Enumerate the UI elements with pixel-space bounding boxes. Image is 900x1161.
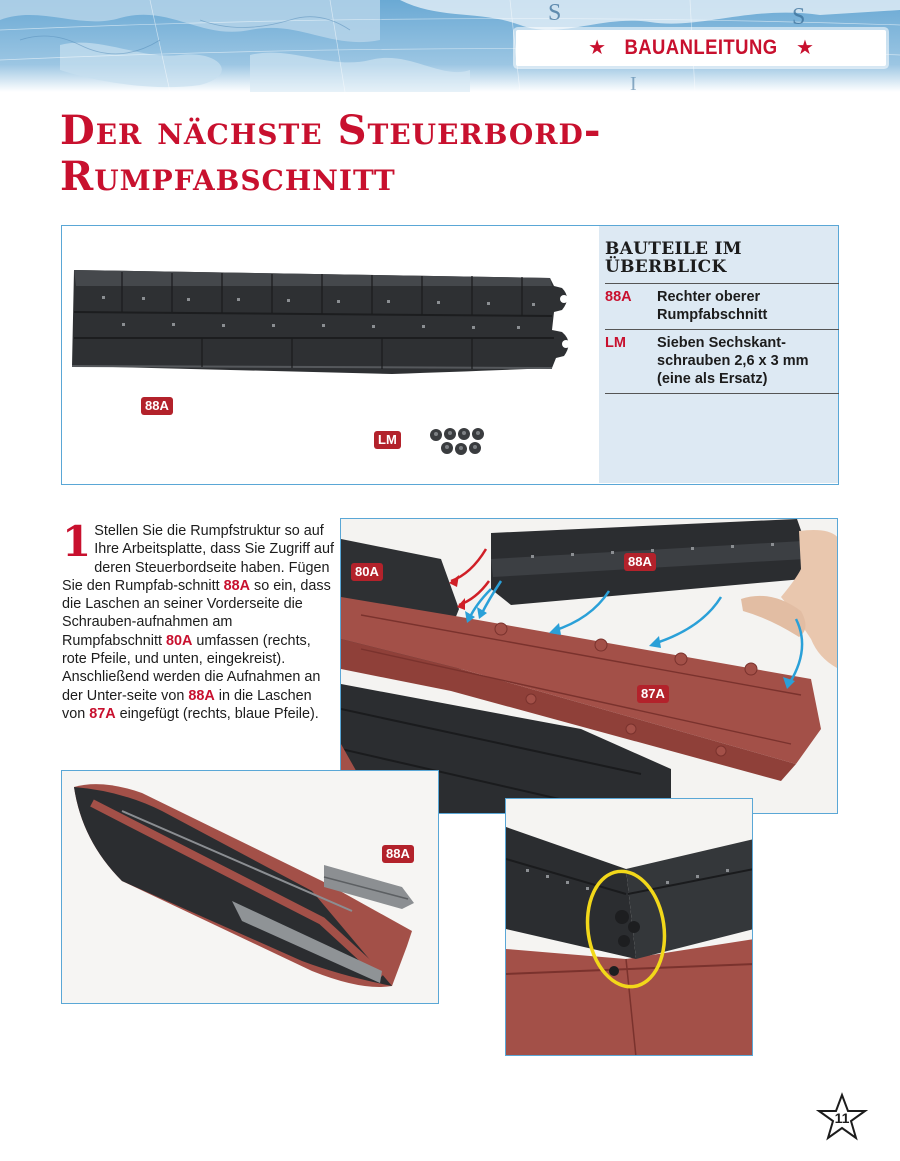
star-icon: ★ <box>588 37 606 59</box>
part-reference: 87A <box>89 705 116 722</box>
divider <box>605 329 839 330</box>
page-number: 11 <box>834 1110 850 1126</box>
part-label-lm: LM <box>374 431 401 449</box>
parts-overview-box <box>61 225 839 485</box>
step-text: in die Laschen von <box>62 687 312 722</box>
part-label-80a: 80A <box>351 563 383 581</box>
map-letter: S <box>548 0 562 26</box>
page-title-line: Rumpfabschnitt <box>60 153 396 200</box>
part-code: 88A <box>605 289 632 305</box>
part-88a-illustration <box>62 226 599 483</box>
section-label: BAUANLEITUNG <box>624 36 778 59</box>
star-icon: ★ <box>796 37 814 59</box>
step-text: Stellen Sie die Rumpfstruktur so auf Ihre Arbeitsplatte, dass Sie Zugriff auf deren Steuerbordseite haben. Fügen Sie den Rumpfab-schnitt <box>62 523 334 594</box>
part-reference: 88A <box>188 687 215 704</box>
parts-heading <box>605 240 835 276</box>
part-label-88a: 88A <box>141 397 173 415</box>
parts-list <box>599 226 838 483</box>
part-label-88a: 88A <box>382 845 414 863</box>
step-text: so ein, dass die Laschen an seiner Vorderseite die Schrauben-aufnahmen am Rumpfabschnitt <box>62 577 331 649</box>
hull-overview-photo <box>61 770 439 1004</box>
part-reference: 80A <box>165 632 193 649</box>
part-code: LM <box>605 335 626 351</box>
step-text: umfassen (rechts, rote Pfeile, und unten, eingekreist). Anschließend werden die Aufnahmen an der Unter-seite von <box>62 632 321 704</box>
part-label-88a: 88A <box>624 553 656 571</box>
map-letter: S <box>792 4 806 30</box>
step-1-instructions <box>62 517 334 723</box>
map-letter: I <box>630 73 637 92</box>
page-title-line: Der nächste Steuerbord- <box>60 107 602 154</box>
detail-closeup-photo <box>505 798 753 1056</box>
step-text: eingefügt (rechts, blaue Pfeile). <box>115 705 319 722</box>
divider <box>605 283 839 284</box>
part-description: Rechter oberer Rumpfabschnitt <box>657 289 768 323</box>
part-description: Sieben Sechskant-schrauben 2,6 x 3 mm (eine als Ersatz) <box>657 335 809 387</box>
parts-photo <box>62 226 599 483</box>
part-label-87a: 87A <box>637 685 669 703</box>
section-badge <box>516 30 886 66</box>
divider <box>605 393 839 394</box>
parts-heading-line: BAUTEILE IM <box>605 239 742 259</box>
parts-heading-line: ÜBERBLICK <box>605 257 727 277</box>
part-reference: 88A <box>223 577 250 594</box>
step-number: 1 <box>62 517 92 566</box>
header-map-banner <box>0 0 900 92</box>
page-title <box>60 108 860 200</box>
